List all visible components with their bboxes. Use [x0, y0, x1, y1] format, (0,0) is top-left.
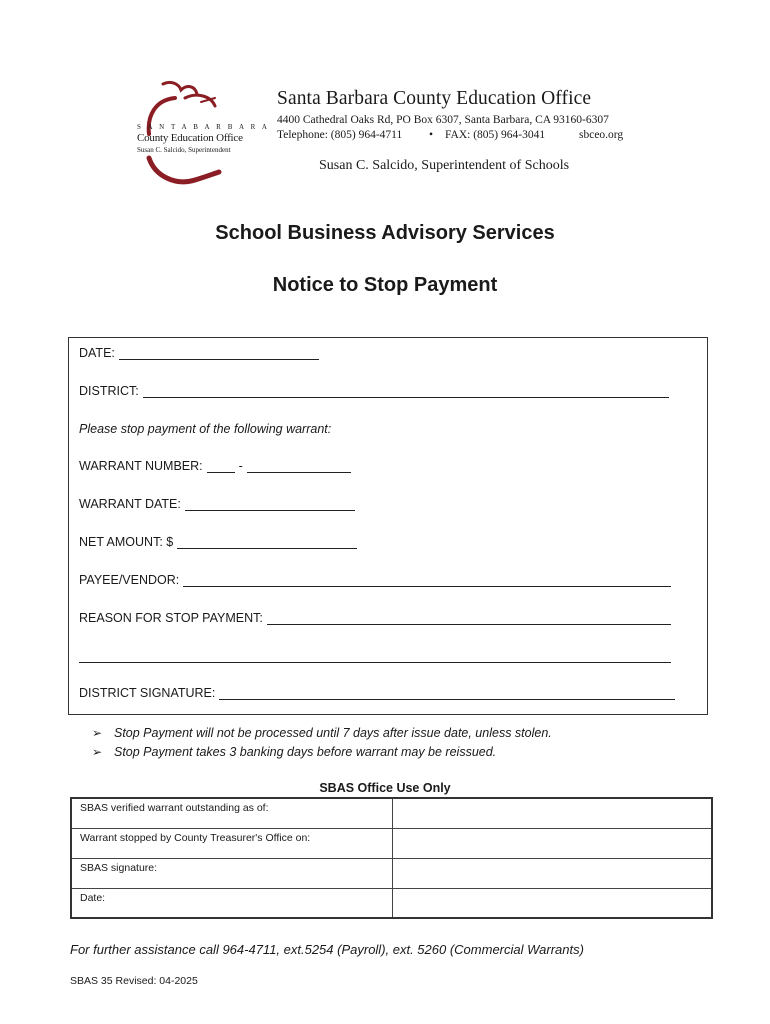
- warrant-number-field: [79, 459, 351, 473]
- warrant-number-separator: -: [238, 459, 243, 473]
- form-title: Notice to Stop Payment: [272, 274, 498, 296]
- reason-label: REASON FOR STOP PAYMENT:: [79, 611, 263, 625]
- signature-field: [79, 686, 675, 700]
- org-contact-line: [277, 129, 637, 143]
- superintendent-line: Susan C. Salcido, Superintendent of Schools: [319, 158, 570, 173]
- office-row-label: SBAS verified warrant outstanding as of:: [71, 798, 392, 828]
- signature-label: DISTRICT SIGNATURE:: [79, 686, 216, 700]
- table-row: [71, 888, 712, 918]
- net-amount-line[interactable]: [177, 535, 357, 549]
- reason-field: [79, 611, 671, 625]
- district-label: DISTRICT:: [79, 384, 139, 398]
- logo-line-3: Susan C. Salcido, Superintendent: [137, 146, 231, 154]
- revision-label: SBAS 35 Revised: 04-2025: [70, 975, 198, 987]
- org-website: sbceo.org: [579, 129, 624, 141]
- logo-line-2: County Education Office: [137, 132, 243, 144]
- reason-line[interactable]: [267, 611, 671, 625]
- note-text: Stop Payment takes 3 banking days before warrant may be reissued.: [114, 744, 497, 759]
- stop-payment-form: [68, 337, 708, 715]
- list-item: [92, 723, 552, 742]
- warrant-number-prefix-line[interactable]: [207, 459, 235, 473]
- org-name: Santa Barbara County Education Office: [277, 88, 592, 109]
- warrant-number-line[interactable]: [247, 459, 351, 473]
- org-address: 4400 Cathedral Oaks Rd, PO Box 6307, Santa Barbara, CA 93160-6307: [277, 114, 609, 126]
- payee-field: [79, 573, 671, 587]
- instruction-text: Please stop payment of the following warrant:: [79, 422, 332, 436]
- letterhead: [277, 88, 637, 143]
- org-fax: FAX: (805) 964-3041: [445, 129, 546, 141]
- office-row-value[interactable]: [392, 858, 712, 888]
- payee-line[interactable]: [183, 573, 671, 587]
- office-use-table: [70, 797, 713, 919]
- net-amount-field: [79, 535, 357, 549]
- sbceo-logo: [135, 76, 270, 186]
- table-row: [71, 858, 712, 888]
- office-use-title: SBAS Office Use Only: [319, 781, 451, 795]
- org-telephone: Telephone: (805) 964-4711: [277, 129, 403, 141]
- warrant-date-line[interactable]: [185, 497, 355, 511]
- assistance-text: For further assistance call 964-4711, ext.5254 (Payroll), ext. 5260 (Commercial Warrants): [70, 942, 584, 957]
- notes-list: [92, 723, 552, 761]
- list-item: [92, 742, 552, 761]
- net-amount-label: NET AMOUNT: $: [79, 535, 174, 549]
- reason-continued-field: [79, 649, 671, 663]
- office-row-label: SBAS signature:: [71, 858, 392, 888]
- signature-line[interactable]: [219, 686, 675, 700]
- reason-line-2[interactable]: [79, 649, 671, 663]
- warrant-date-field: [79, 497, 355, 511]
- date-label: DATE:: [79, 346, 115, 360]
- note-text: Stop Payment will not be processed until 7 days after issue date, unless stolen.: [114, 725, 552, 740]
- date-input-line[interactable]: [119, 346, 319, 360]
- warrant-date-label: WARRANT DATE:: [79, 497, 181, 511]
- contact-separator: •: [429, 129, 434, 141]
- table-row: [71, 828, 712, 858]
- office-row-value[interactable]: [392, 888, 712, 918]
- district-field: [79, 384, 669, 398]
- date-field: [79, 346, 319, 360]
- arrow-bullet-icon: ➢: [92, 744, 103, 759]
- page-title: School Business Advisory Services: [215, 222, 555, 244]
- warrant-number-label: WARRANT NUMBER:: [79, 459, 203, 473]
- logo-line-1: S A N T A B A R B A R A: [137, 123, 270, 131]
- office-row-value[interactable]: [392, 828, 712, 858]
- table-row: [71, 798, 712, 828]
- office-row-label: Date:: [71, 888, 392, 918]
- district-input-line[interactable]: [143, 384, 669, 398]
- arrow-bullet-icon: ➢: [92, 725, 103, 740]
- office-row-label: Warrant stopped by County Treasurer's Office on:: [71, 828, 392, 858]
- office-row-value[interactable]: [392, 798, 712, 828]
- apple-logo-icon: [135, 76, 270, 186]
- payee-label: PAYEE/VENDOR:: [79, 573, 180, 587]
